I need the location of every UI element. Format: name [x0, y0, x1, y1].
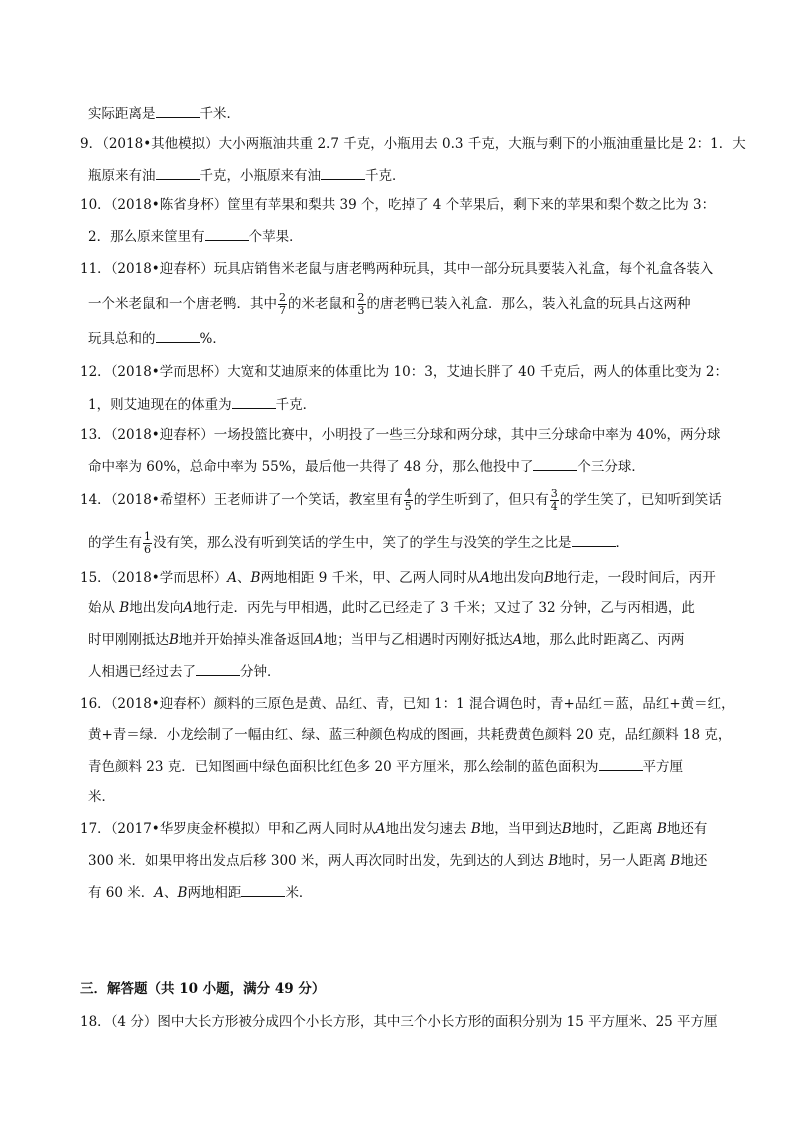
question-number: 15．: [80, 570, 111, 586]
q12-line-2: [88, 394, 316, 415]
q14-text: 没有笑，那么没有听到笑话的学生中，笑了的学生与没笑的学生之比是: [153, 535, 572, 551]
answer-blank[interactable]: [232, 394, 276, 409]
q18-line-1: [80, 1012, 718, 1032]
fraction-denominator: 7: [279, 304, 286, 317]
q17-text: 地出发匀速去: [385, 821, 471, 837]
point-a-label: A: [227, 570, 238, 586]
q13-text: （2018•迎春杯）一场投篮比赛中，小明投了一些三分球和两分球，其中三分球命中率为 40%，两分球: [110, 427, 721, 443]
q17-text: （2017•华罗庚金杯模拟）甲和乙两人同时从: [110, 821, 376, 837]
fraction: [143, 531, 152, 556]
question-number: 13．: [80, 427, 111, 443]
fraction-numerator: 2: [357, 291, 365, 304]
q17-text: 地，当甲到达: [480, 821, 562, 837]
q9-line-2: [88, 165, 406, 186]
q17-text: 两地相距: [187, 885, 242, 901]
q14-text: ．: [615, 535, 629, 551]
question-number: 18．: [80, 1014, 111, 1030]
q10-text: 个苹果．: [248, 229, 303, 245]
q11-line-3: [88, 328, 226, 349]
answer-blank[interactable]: [599, 756, 643, 771]
q15-text: 时甲刚刚抵达: [88, 632, 169, 648]
answer-blank[interactable]: [241, 882, 285, 897]
q15-line-2: [88, 598, 695, 618]
q14-text: 的学生有: [88, 535, 142, 551]
point-b-label: B: [119, 600, 130, 616]
q14-line-2: [88, 531, 629, 556]
q11-text: 一个米老鼠和一个唐老鸭．其中: [88, 296, 277, 312]
q15-text: 地，那么此时距离乙、丙两: [522, 632, 685, 648]
q9-text: 瓶原来有油: [88, 168, 156, 184]
q15-line-4: [88, 661, 281, 682]
q17-line-2: [88, 851, 707, 871]
point-b-label: B: [169, 632, 179, 648]
q18-text: （4 分）图中大长方形被分成四个小长方形，其中三个小长方形的面积分别为 15 平方厘米、25 平方厘: [110, 1014, 718, 1030]
point-b-label: B: [670, 853, 681, 869]
point-b-label: B: [177, 885, 188, 901]
q17-text: 米．: [285, 885, 313, 901]
q15-text: 人相遇已经过去了: [88, 664, 196, 680]
q8-text: 实际距离是: [88, 106, 156, 122]
q11-text: 玩具总和的: [88, 331, 156, 347]
fraction-denominator: 6: [144, 543, 151, 556]
answer-blank[interactable]: [156, 328, 200, 343]
q10-line-2: [88, 226, 303, 247]
q17-text: 300 米．如果甲将出发点后移 300 米，两人再次同时出发，先到达的人到达: [88, 853, 549, 869]
q15-text: 两地相距 9 千米，甲、乙两人同时从: [260, 570, 481, 586]
q11-line-2: [88, 292, 691, 317]
q13-text: 命中率为 60%，总命中率为 55%，最后他一共得了 48 分，那么他投中了: [88, 459, 534, 475]
q15-text: 地并开始掉头准备返回: [178, 632, 314, 648]
q17-text: 地还: [680, 853, 708, 869]
fraction-denominator: 4: [550, 500, 558, 513]
q12-text: （2018•学而思杯）大宽和艾迪原来的体重比为 10：3，艾迪长胖了 40 千克后，两人的体重比变为 2：: [110, 364, 728, 380]
point-b-label: B: [250, 570, 261, 586]
answer-blank[interactable]: [321, 165, 365, 180]
fraction-denominator: 3: [357, 304, 365, 317]
q9-text: 千克，小瓶原来有油: [199, 168, 321, 184]
q17-text: 地时，乙距离: [571, 821, 657, 837]
answer-blank[interactable]: [572, 532, 616, 547]
question-number: 14．: [80, 492, 111, 508]
q10-text: 2．那么原来筐里有: [88, 229, 205, 245]
answer-blank[interactable]: [205, 226, 249, 241]
point-b-label: B: [548, 853, 559, 869]
question-number: 10．: [80, 197, 111, 213]
q9-text: 千克．: [365, 168, 406, 184]
q10-text: （2018•陈省身杯）筐里有苹果和梨共 39 个，吃掉了 4 个苹果后，剩下来的苹果和梨个数之比为 3：: [110, 197, 716, 213]
question-number: 9．: [80, 136, 103, 152]
q17-text: 地还有: [666, 821, 708, 837]
fraction: [357, 292, 366, 317]
q16-text: 米．: [88, 789, 115, 805]
q10-line-1: [80, 195, 715, 215]
q11-text: %．: [199, 331, 226, 347]
q12-line-1: [80, 362, 728, 382]
point-a-label: A: [154, 885, 165, 901]
q15-text: 地行走，一段时间后，丙开: [553, 570, 716, 586]
question-number: 16．: [80, 696, 111, 712]
q12-text: 1，则艾迪现在的体重为: [88, 397, 232, 413]
question-number: 11．: [80, 261, 111, 277]
fraction: [404, 488, 413, 513]
fraction: [278, 292, 287, 317]
q13-line-2: [88, 456, 645, 477]
q17-text: 有 60 米．: [88, 885, 155, 901]
q9-line-1: [80, 134, 746, 154]
q16-text: （2018•迎春杯）颜料的三原色是黄、品红、青，已知 1：1 混合调色时，青+品红＝蓝，品红+黄＝红，: [110, 696, 735, 712]
q16-line-1: [80, 694, 735, 714]
q15-text: 地出发向: [489, 570, 544, 586]
fraction-numerator: 3: [550, 487, 558, 500]
q16-text: 青色颜料 23 克．已知图画中绿色面积比红色多 20 平方厘米，那么绘制的蓝色面积为: [88, 759, 599, 775]
question-number: 17．: [80, 821, 111, 837]
q17-line-1: [80, 819, 707, 839]
point-a-label: A: [512, 632, 523, 648]
fraction-numerator: 2: [279, 291, 286, 304]
q15-line-3: [88, 630, 684, 650]
q9-text: （2018•其他模拟）大小两瓶油共重 2.7 千克，小瓶用去 0.3 千克，大瓶与剩下的小瓶油重量比是 2：1．大: [102, 136, 746, 152]
q13-text: 个三分球．: [577, 459, 645, 475]
answer-blank[interactable]: [196, 661, 240, 676]
point-a-label: A: [480, 570, 490, 586]
q16-line-4: [88, 787, 115, 807]
q16-line-2: [88, 725, 731, 745]
point-a-label: A: [183, 600, 193, 616]
point-b-label: B: [561, 821, 572, 837]
fraction: [550, 488, 559, 513]
q13-line-1: [80, 425, 721, 445]
q15-line-1: [80, 568, 716, 588]
q17-text: 、: [164, 885, 178, 901]
answer-blank[interactable]: [156, 103, 200, 118]
q14-line-1: [80, 488, 722, 513]
q11-line-1: [80, 259, 713, 279]
section-title: 三．解答题（共 10 小题，满分 49 分）: [80, 981, 326, 997]
answer-blank[interactable]: [156, 165, 200, 180]
q15-text: 地；当甲与乙相遇时丙刚好抵达: [323, 632, 513, 648]
point-b-label: B: [543, 570, 554, 586]
q11-text: 的米老鼠和: [288, 296, 356, 312]
q17-text: 地时，另一人距离: [558, 853, 671, 869]
q8-text: 千米．: [199, 106, 240, 122]
q11-text: 的唐老鸭已装入礼盒．那么，装入礼盒的玩具占这两种: [366, 296, 691, 312]
fraction-numerator: 1: [144, 530, 151, 543]
q16-text: 黄+青＝绿．小龙绘制了一幅由红、绿、蓝三种颜色构成的图画，共耗费黄色颜料 20 克，品红颜料 18 克，: [88, 727, 732, 743]
point-a-label: A: [313, 632, 324, 648]
q14-text: （2018•希望杯）王老师讲了一个笑话，教室里有: [110, 492, 403, 508]
q11-text: （2018•迎春杯）玩具店销售米老鼠与唐老鸭两种玩具，其中一部分玩具要装入礼盒，每个礼盒各装入: [110, 261, 714, 277]
q15-text: 地行走．丙先与甲相遇，此时乙已经走了 3 千米；又过了 32 分钟，乙与丙相遇，此: [192, 600, 695, 616]
q17-line-3: [88, 882, 312, 903]
point-a-label: A: [375, 821, 386, 837]
q15-text: （2018•学而思杯）: [110, 570, 228, 586]
q15-text: 始从: [88, 600, 120, 616]
q12-text: 千克．: [275, 397, 317, 413]
point-b-label: B: [656, 821, 667, 837]
fraction-numerator: 4: [404, 487, 412, 500]
q15-text: 分钟．: [240, 664, 281, 680]
q15-text: 地出发向: [129, 600, 184, 616]
q15-text: 、: [237, 570, 251, 586]
fraction-denominator: 5: [404, 500, 412, 513]
q8-line-1: [88, 103, 240, 124]
point-b-label: B: [470, 821, 481, 837]
q16-text: 平方厘: [642, 759, 684, 775]
q16-line-3: [88, 756, 683, 777]
q14-text: 的学生听到了，但只有: [413, 492, 549, 508]
answer-blank[interactable]: [533, 456, 577, 471]
question-number: 12．: [80, 364, 111, 380]
q14-text: 的学生笑了，已知听到笑话: [559, 492, 722, 508]
